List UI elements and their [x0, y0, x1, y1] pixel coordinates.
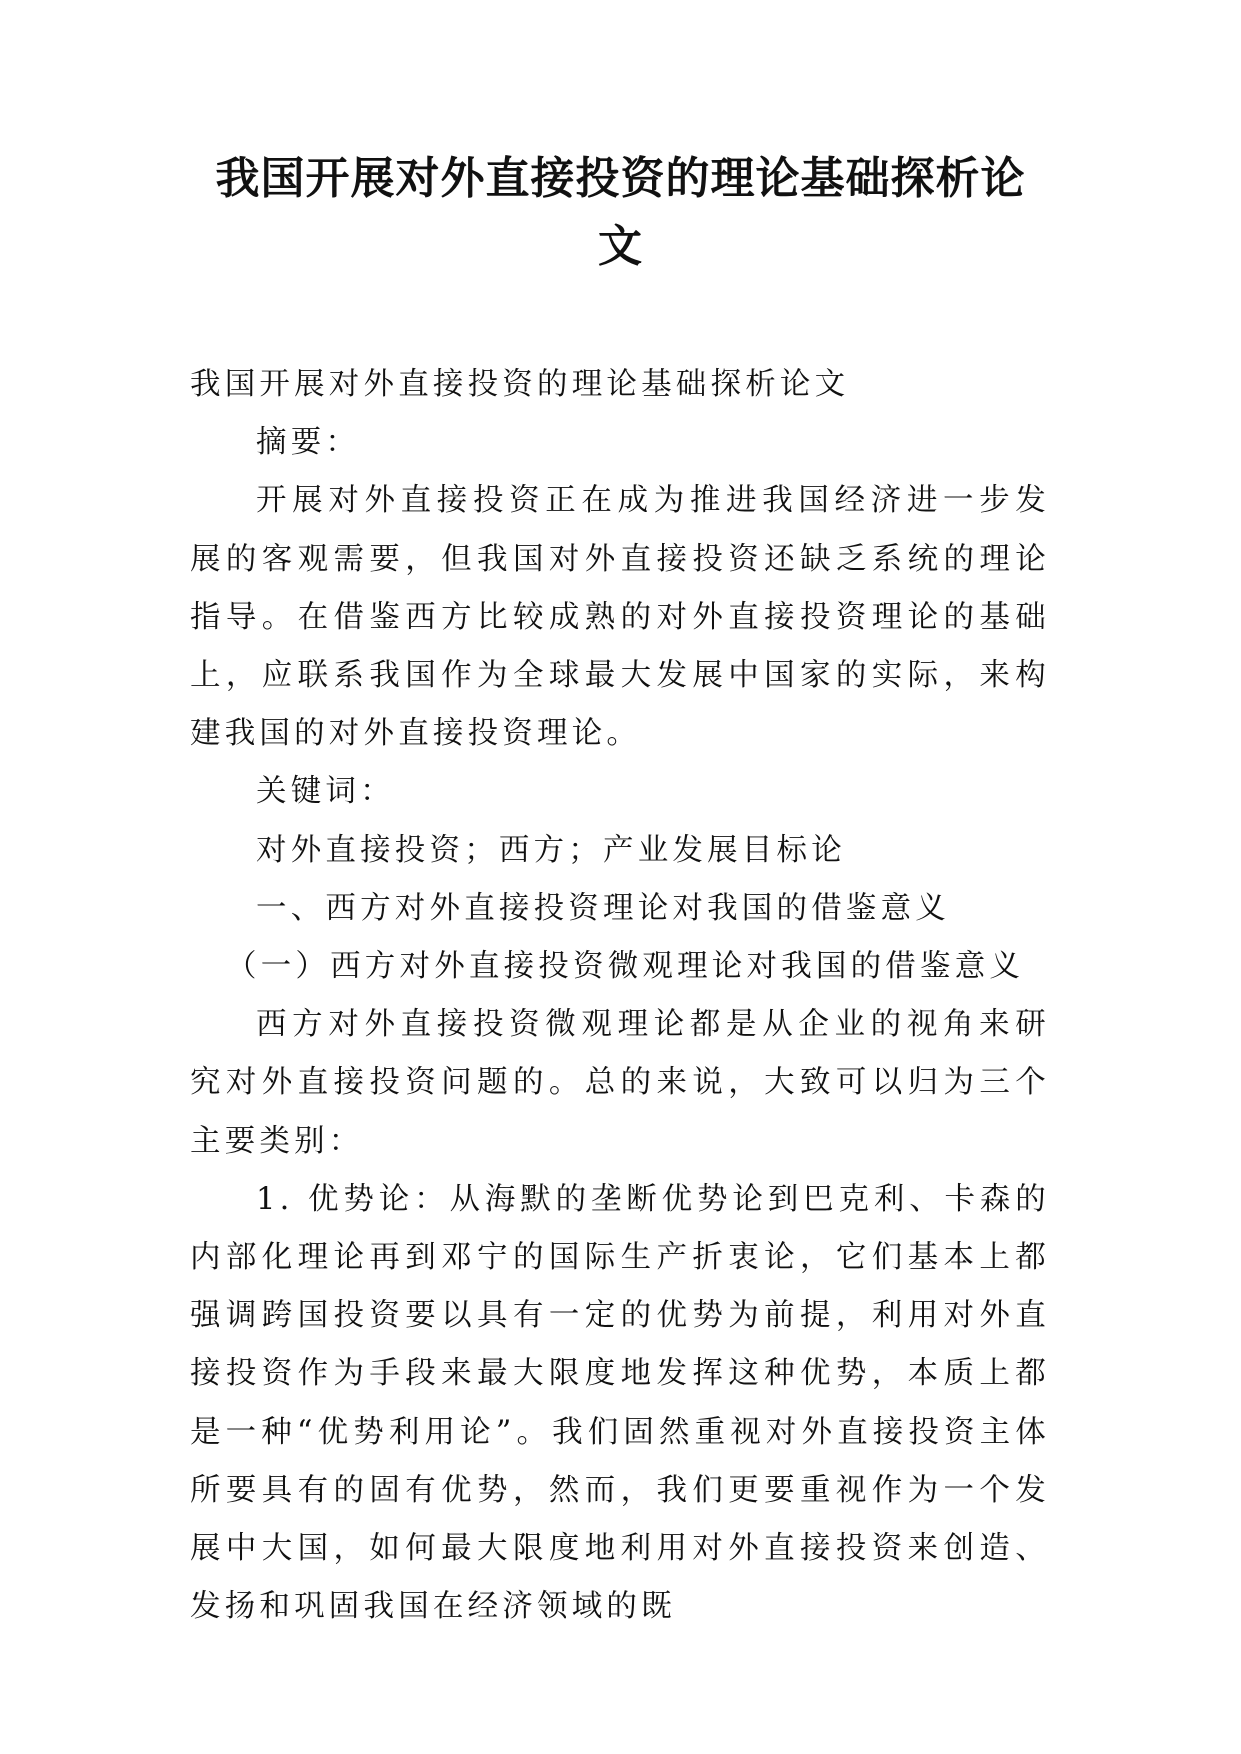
document-body — [190, 356, 1050, 1636]
keywords-label: 关键词： — [256, 774, 395, 810]
subsection-heading-1: （一）西方对外直接投资微观理论对我国的借鉴意义 — [226, 949, 1025, 985]
document-title-line-1: 我国开展对外直接投资的理论基础探析论 — [215, 153, 1026, 204]
abstract-paragraph: 开展对外直接投资正在成为推进我国经济进一步发展的客观需要，但我国对外直接投资还缺乏系统的理论指导。在借鉴西方比较成熟的对外直接投资理论的基础上，应联系我国作为全球最大发展中国家的实际，来构建我国的对外直接投资理论。 — [190, 483, 1050, 752]
advantage-theory-paragraph: 1. 优势论：从海默的垄断优势论到巴克利、卡森的内部化理论再到邓宁的国际生产折衷论，它们基本上都强调跨国投资要以具有一定的优势为前提，利用对外直接投资作为手段来最大限度地发挥这种优势，本质上都是一种“优势利用论”。我们固然重视对外直接投资主体所要具有的固有优势，然而，我们更要重视作为一个发展中大国，如何最大限度地利用对外直接投资来创造、发扬和巩固我国在经济领域的既 — [190, 1181, 1050, 1625]
document-heading-line: 我国开展对外直接投资的理论基础探析论文 — [190, 367, 850, 402]
keywords-paragraph: 对外直接投资；西方；产业发展目标论 — [256, 832, 846, 868]
abstract-label: 摘要： — [256, 425, 361, 461]
section-heading-1: 一、西方对外直接投资理论对我国的借鉴意义 — [256, 890, 950, 926]
micro-theory-paragraph: 西方对外直接投资微观理论都是从企业的视角来研究对外直接投资问题的。总的来说，大致可以归为三个主要类别： — [190, 1007, 1050, 1159]
document-title — [190, 145, 1051, 281]
document-title-line-2: 文 — [598, 221, 643, 272]
